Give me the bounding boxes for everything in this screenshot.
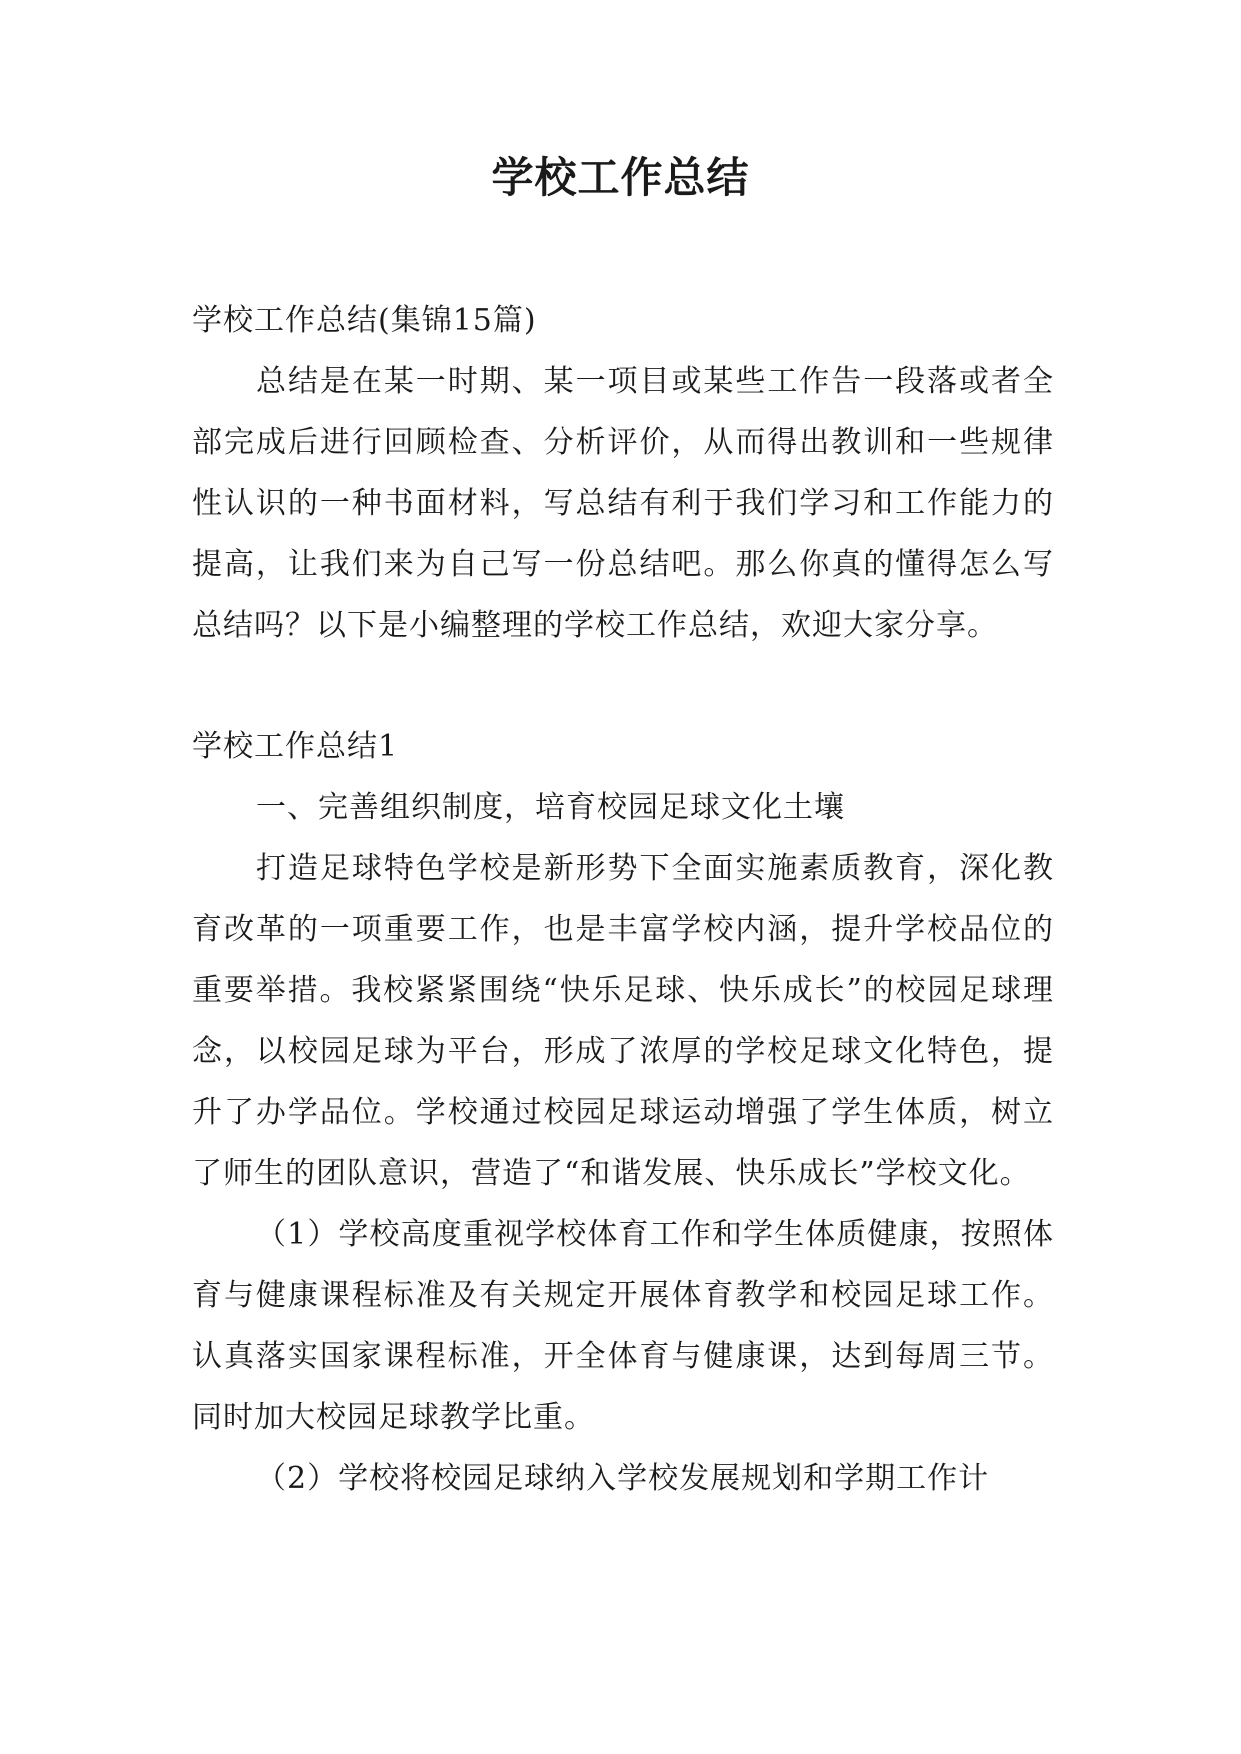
body-paragraph: 打造足球特色学校是新形势下全面实施素质教育，深化教育改革的一项重要工作，也是丰富学校内涵，提升学校品位的重要举措。我校紧紧围绕“快乐足球、快乐成长”的校园足球理念，以校园足球为平台，形成了浓厚的学校足球文化特色，提升了办学品位。学校通过校园足球运动增强了学生体质，树立了师生的团队意识，营造了“和谐发展、快乐成长”学校文化。	[192, 851, 1054, 1191]
subsection-heading: 一、完善组织制度，培育校园足球文化土壤	[256, 790, 845, 825]
section-heading: 学校工作总结1	[192, 729, 399, 764]
body-paragraph: （1）学校高度重视学校体育工作和学生体质健康，按照体育与健康课程标准及有关规定开展体育教学和校园足球工作。认真落实国家课程标准，开全体育与健康课，达到每周三节。同时加大校园足球教学比重。	[192, 1217, 1054, 1435]
document-body	[192, 290, 1054, 1509]
body-paragraph: （2）学校将校园足球纳入学校发展规划和学期工作计	[256, 1461, 990, 1496]
intro-paragraph: 总结是在某一时期、某一项目或某些工作告一段落或者全部完成后进行回顾检查、分析评价，从而得出教训和一些规律性认识的一种书面材料，写总结有利于我们学习和工作能力的提高，让我们来为自己写一份总结吧。那么你真的懂得怎么写总结吗？以下是小编整理的学校工作总结，欢迎大家分享。	[192, 364, 1054, 643]
collection-heading: 学校工作总结(集锦15篇)	[192, 303, 537, 338]
document-title: 学校工作总结	[491, 153, 750, 202]
